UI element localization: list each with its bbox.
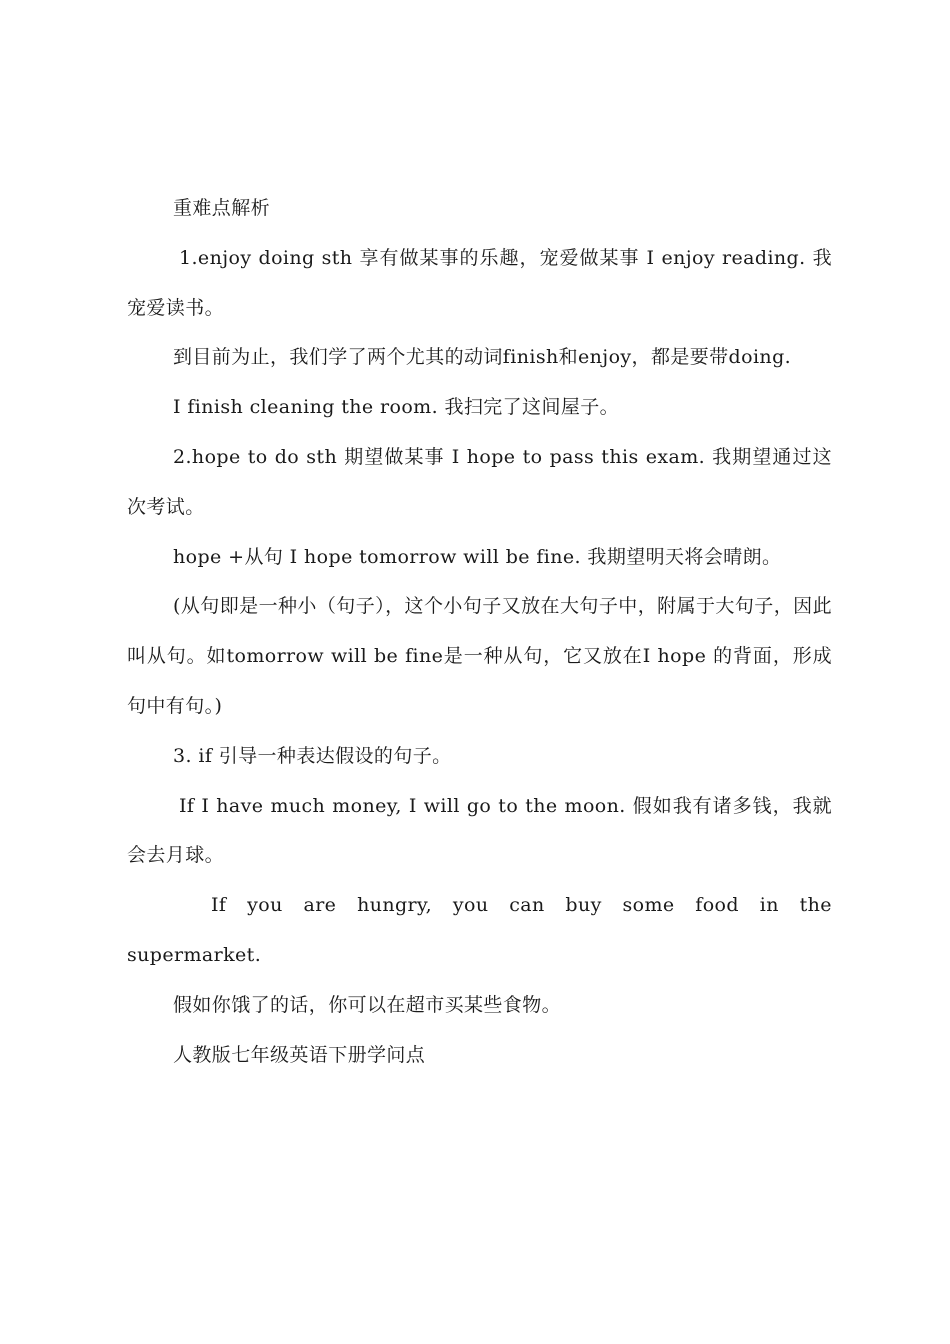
word: some <box>622 894 675 917</box>
paragraph-hope-to-do: 2.hope to do sth 期望做某事 I hope to pass this exam. 我期望通过这次考试。 <box>127 445 832 518</box>
word: you <box>452 894 489 917</box>
word: food <box>695 894 739 917</box>
paragraph-if-hungry-tail: supermarket. <box>127 943 262 966</box>
paragraph-if-hungry-translation: 假如你饿了的话，你可以在超市买某些食物。 <box>173 993 562 1016</box>
word: you <box>247 894 283 917</box>
word: are <box>303 894 337 917</box>
next-section-title: 人教版七年级英语下册学问点 <box>173 1043 426 1066</box>
paragraph-if-hungry-line <box>127 881 832 931</box>
paragraph-finish-example: I finish cleaning the room. 我扫完了这间屋子。 <box>173 396 620 419</box>
paragraph-clause-explanation: (从句即是一种小（句子），这个小句子又放在大句子中，附属于大句子，因此叫从句。如tomorrow will be fine是一种从句，它又放在I hope 的背面，形成句中有句。) <box>127 595 832 717</box>
paragraph-finish-enjoy-note: 到目前为止，我们学了两个尤其的动词finish和enjoy，都是要带doing. <box>173 346 792 369</box>
word: If <box>211 894 227 917</box>
paragraph-hope-clause: hope +从句 I hope tomorrow will be fine. 我期望明天将会晴朗。 <box>173 545 782 568</box>
word: hungry, <box>357 894 433 917</box>
word: buy <box>565 894 602 917</box>
document-body <box>127 184 832 1080</box>
section-heading: 重难点解析 <box>173 197 271 219</box>
paragraph-if-clause: 3. if 引导一种表达假设的句子。 <box>173 744 452 767</box>
word: can <box>509 894 545 917</box>
paragraph-if-money-example: If I have much money, I will go to the moon. 假如我有诸多钱，我就会去月球。 <box>127 794 832 867</box>
paragraph-enjoy-doing: 1.enjoy doing sth 享有做某事的乐趣，宠爱做某事 I enjoy reading. 我宠爱读书。 <box>127 246 832 319</box>
word: in <box>759 894 779 917</box>
word: the <box>799 894 832 917</box>
